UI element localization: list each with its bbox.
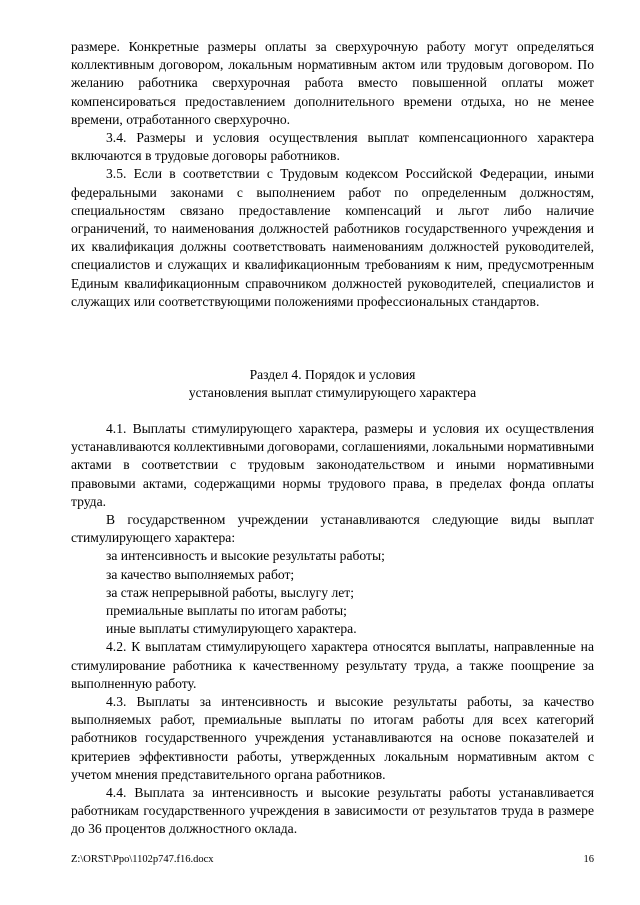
list-item: за качество выполняемых работ; [106,566,295,582]
list-item: премиальные выплаты по итогам работы; [106,603,347,619]
page-footer [71,854,594,865]
section-title-line-1: Раздел 4. Порядок и условия [249,367,416,382]
section-title-line-2: установления выплат стимулирующего характера [188,385,477,401]
section-4-body [71,420,594,839]
list-item: за интенсивность и высокие результаты работы; [106,548,385,564]
paragraph-3-5: 3.5. Если в соответствии с Трудовым кодексом Российской Федерации, иными федеральными законами с выполнением работ по определенным должностям, специальностям связано предоставление компенсаций и льгот либо наличие ограничений, то наименования должностей работников государственного учреждения и их квалификация должны соответствовать наименованиям должностей руководителей, специалистов и служащих и квалификационным требованиям к ним, предусмотренным Единым квалификационным справочником должностей руководителей, специалистов и служащих или соответствующими положениями профессиональных стандартов. [71,166,594,309]
list-item: за стаж непрерывной работы, выслугу лет; [106,584,354,600]
file-path: Z:\ORST\Ppo\1102p747.f16.docx [71,854,214,865]
paragraph-4-2: 4.2. К выплатам стимулирующего характера относятся выплаты, направленные на стимулирование работника к качественному результату труда, а также поощрение за выполненную работу. [71,639,594,691]
section-heading [71,366,594,402]
paragraph-4-4: 4.4. Выплата за интенсивность и высокие результаты работы устанавливается работникам государственного учреждения в зависимости от результатов труда в размере до 36 процентов должностного оклада. [71,785,594,837]
document-body [71,38,594,311]
paragraph-3-4: 3.4. Размеры и условия осуществления выплат компенсационного характера включаются в трудовые договоры работников. [71,130,594,164]
paragraph-3-3-end: размере. Конкретные размеры оплаты за сверхурочную работу могут определяться коллективным договором, локальным нормативным актом или трудовым договором. По желанию работника сверхурочная работа вместо повышенной оплаты может компенсироваться предоставлением дополнительного времени отдыха, но не менее времени, отработанного сверхурочно. [71,39,594,127]
paragraph-4-3: 4.3. Выплаты за интенсивность и высокие результаты работы, за качество выполняемых работ, премиальные выплаты по итогам работы для всех категорий работников государственного учреждения устанавливаются на основе показателей и критериев эффективности работы, утвержденных локальным нормативным актом с учетом мнения представительного органа работников. [71,694,594,782]
payment-types-list [71,547,594,638]
list-item: иные выплаты стимулирующего характера. [106,621,357,637]
paragraph-4-1-types: В государственном учреждении устанавливаются следующие виды выплат стимулирующего характера: [71,512,594,546]
page-number: 16 [583,854,594,865]
paragraph-4-1: 4.1. Выплаты стимулирующего характера, размеры и условия их осуществления устанавливаются коллективными договорами, соглашениями, локальными нормативными актами в соответствии с трудовым законодательством и иными нормативными правовыми актами, содержащими нормы трудового права, в пределах фонда оплаты труда. [71,421,594,509]
